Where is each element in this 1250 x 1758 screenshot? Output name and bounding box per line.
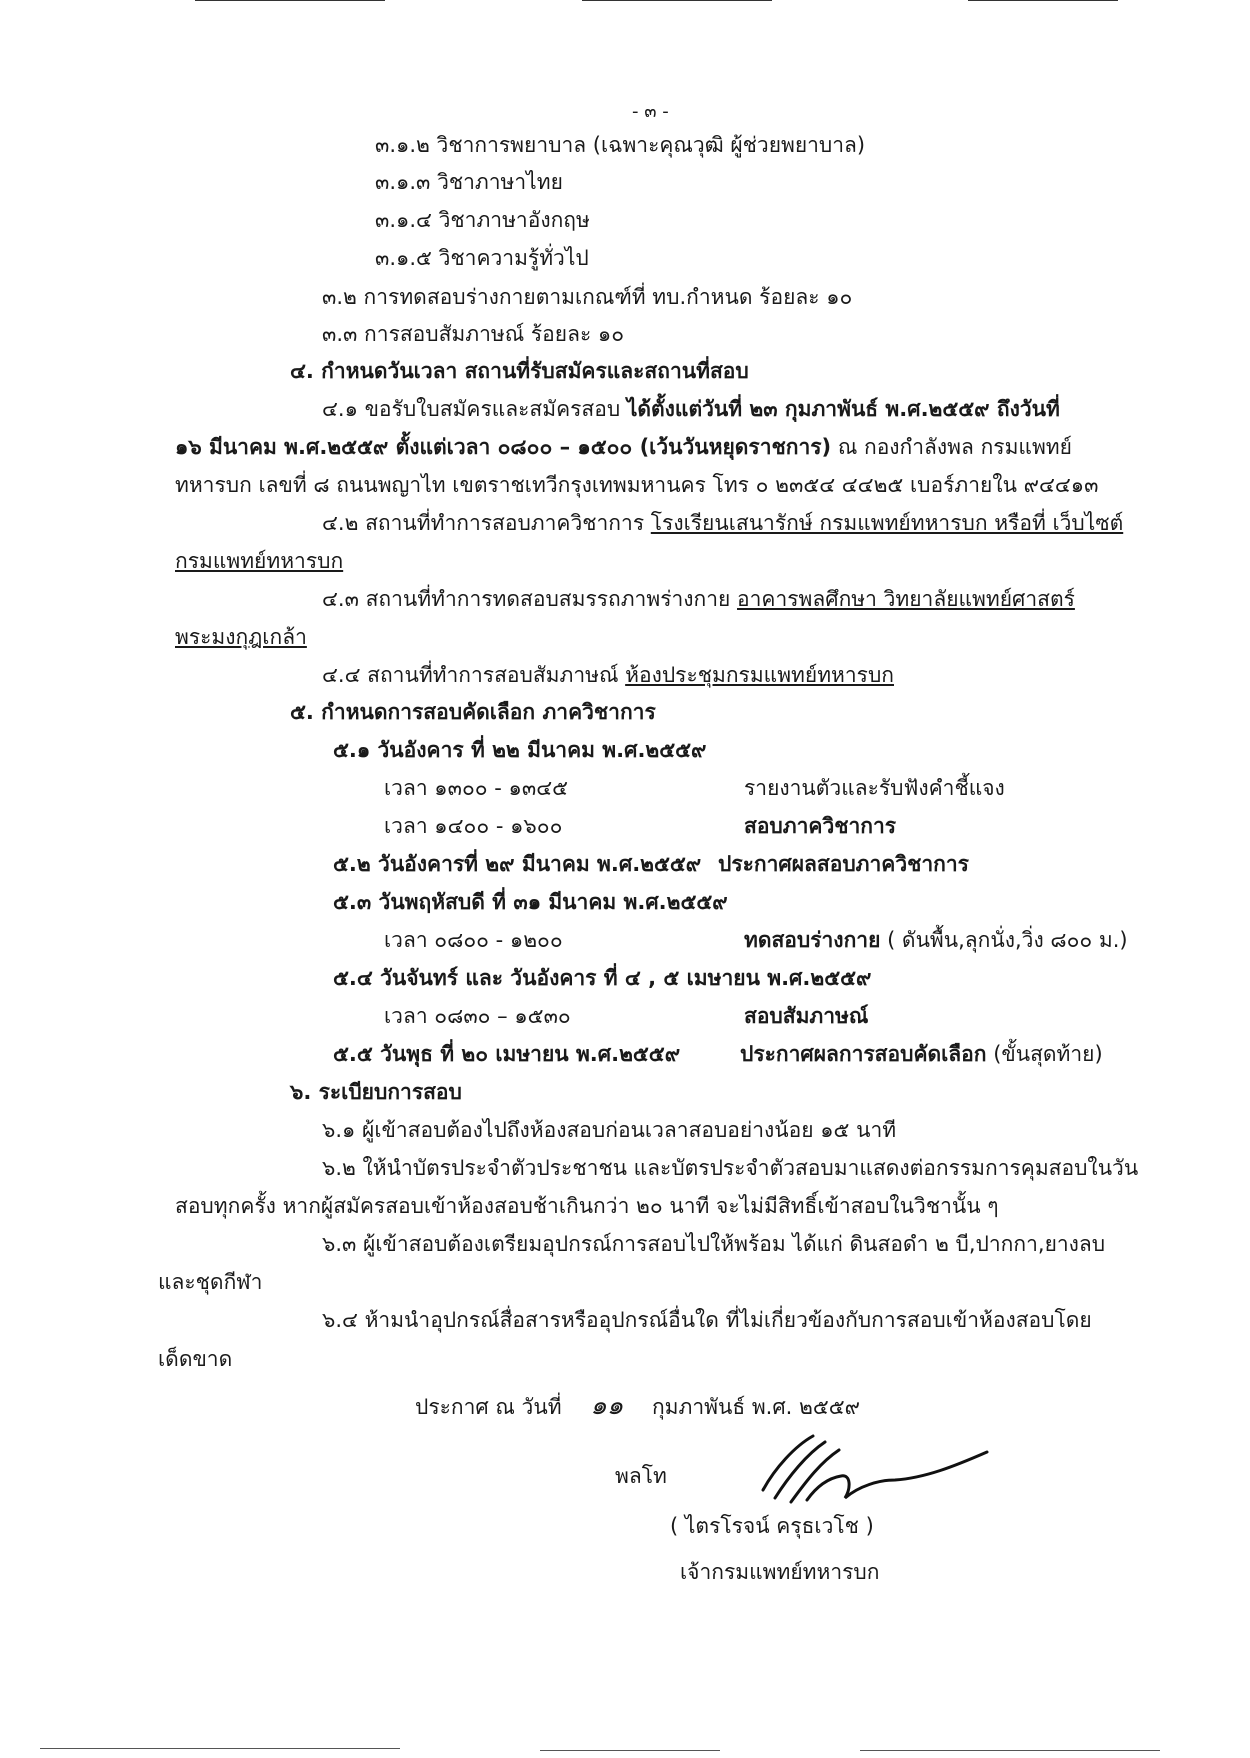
schedule-date: ๕.๑ วันอังคาร ที่ ๒๒ มีนาคม พ.ศ.๒๕๕๙ [333, 738, 707, 762]
text: ณ กองกำลังพล กรมแพทย์ [831, 435, 1072, 459]
section-heading: ๖. ระเบียบการสอบ [290, 1080, 462, 1104]
rule-item: ๖.๓ ผู้เข้าสอบต้องเตรียมอุปกรณ์การสอบไปให้พร้อม ได้แก่ ดินสอดำ ๒ บี,ปากกา,ยางลบ [322, 1232, 1106, 1256]
signer-name: ( ไตรโรจน์ ครุธเวโช ) [670, 1514, 874, 1538]
section-heading: ๔. กำหนดวันเวลา สถานที่รับสมัครและสถานที่สอบ [290, 359, 749, 383]
text: (ขั้นสุดท้าย) [986, 1042, 1103, 1066]
scan-mark [195, 0, 385, 1]
paragraph-4-4 [322, 661, 894, 689]
signature-image [755, 1428, 995, 1518]
scan-mark [582, 0, 772, 1]
text: ประกาศผลการสอบคัดเลือก [740, 1042, 987, 1066]
text: ๔.๑ ขอรับใบสมัครและสมัครสอบ [322, 397, 627, 421]
physical-test-item: ๓.๒ การทดสอบร่างกายตามเกณฑ์ที่ ทบ.กำหนด ร้อยละ ๑๐ [322, 285, 853, 309]
signer-position: เจ้ากรมแพทย์ทหารบก [680, 1560, 880, 1584]
interview-venue: ห้องประชุมกรมแพทย์ทหารบก [625, 663, 894, 687]
text: ๑๖ มีนาคม พ.ศ.๒๕๕๙ ตั้งแต่เวลา ๐๘๐๐ – ๑๕๐๐ (เว้นวันหยุดราชการ) [175, 435, 832, 459]
schedule-time: เวลา ๐๘๓๐ – ๑๕๓๐ [384, 1004, 571, 1028]
schedule-activity: สอบสัมภาษณ์ [744, 1004, 869, 1028]
schedule-activity: สอบภาควิชาการ [744, 814, 897, 838]
signer-rank: พลโท [615, 1464, 667, 1488]
scan-mark [860, 1750, 1160, 1751]
subject-item: ๓.๑.๒ วิชาการพยาบาล (เฉพาะคุณวุฒิ ผู้ช่วยพยาบาล) [375, 133, 866, 157]
schedule-date: ๕.๕ วันพุธ ที่ ๒๐ เมษายน พ.ศ.๒๕๕๙ [333, 1042, 681, 1066]
section-heading: ๕. กำหนดการสอบคัดเลือก ภาควิชาการ [290, 700, 656, 724]
text: ๔.๓ สถานที่ทำการทดสอบสมรรถภาพร่างกาย [322, 587, 738, 611]
text: ได้ตั้งแต่วันที่ ๒๓ กุมภาพันธ์ พ.ศ.๒๕๕๙ ถึงวันที่ [626, 397, 1060, 421]
schedule-activity: รายงานตัวและรับฟังคำชี้แจง [744, 776, 1005, 800]
announcement-date [415, 1392, 860, 1421]
text: ๔.๒ สถานที่ทำการสอบภาควิชาการ [322, 511, 651, 535]
schedule-date: ๕.๒ วันอังคารที่ ๒๙ มีนาคม พ.ศ.๒๕๕๙ [333, 852, 702, 876]
paragraph-4-1 [322, 395, 1060, 423]
text: ทดสอบร่างกาย [744, 928, 881, 952]
scan-mark [40, 1748, 400, 1749]
rule-item: ๖.๑ ผู้เข้าสอบต้องไปถึงห้องสอบก่อนเวลาสอบอย่างน้อย ๑๕ นาที [322, 1118, 897, 1142]
scan-mark [968, 0, 1118, 1]
interview-item: ๓.๓ การสอบสัมภาษณ์ ร้อยละ ๑๐ [322, 322, 625, 346]
schedule-time: เวลา ๐๘๐๐ - ๑๒๐๐ [384, 928, 563, 952]
schedule-activity: ประกาศผลสอบภาควิชาการ [718, 852, 969, 876]
fitness-venue: อาคารพลศึกษา วิทยาลัยแพทย์ศาสตร์ [737, 587, 1075, 611]
rule-item: ๖.๒ ให้นำบัตรประจำตัวประชาชน และบัตรประจำตัวสอบมาแสดงต่อกรรมการคุมสอบในวัน [322, 1156, 1139, 1180]
exam-venue-cont: กรมแพทย์ทหารบก [175, 549, 344, 573]
handwritten-day: ๑๑ [590, 1391, 624, 1421]
text: ประกาศ ณ วันที่ [415, 1395, 562, 1419]
schedule-time: เวลา ๑๓๐๐ - ๑๓๔๕ [384, 776, 569, 800]
rule-item-cont: สอบทุกครั้ง หากผู้สมัครสอบเข้าห้องสอบช้าเกินกว่า ๒๐ นาที จะไม่มีสิทธิ์เข้าสอบในวิชานั้น ๆ [175, 1194, 999, 1218]
rule-item-cont: เด็ดขาด [158, 1347, 233, 1371]
rule-item: ๖.๔ ห้ามนำอุปกรณ์สื่อสารหรืออุปกรณ์อื่นใด ที่ไม่เกี่ยวข้องกับการสอบเข้าห้องสอบโดย [322, 1308, 1092, 1332]
scan-mark [540, 1750, 720, 1751]
exam-venue: โรงเรียนเสนารักษ์ กรมแพทย์ทหารบก หรือที่ เว็บไซต์ [650, 511, 1124, 535]
text: ( ดันพื้น,ลุกนั่ง,วิ่ง ๘๐๐ ม.) [880, 928, 1128, 952]
subject-item: ๓.๑.๕ วิชาความรู้ทั่วไป [375, 246, 589, 270]
subject-item: ๓.๑.๓ วิชาภาษาไทย [375, 170, 563, 194]
text: ๔.๔ สถานที่ทำการสอบสัมภาษณ์ [322, 663, 626, 687]
schedule-date: ๕.๓ วันพฤหัสบดี ที่ ๓๑ มีนาคม พ.ศ.๒๕๕๙ [333, 890, 728, 914]
paragraph-4-1-cont [175, 433, 1072, 461]
page-number: - ๓ - [632, 101, 669, 122]
paragraph-4-2 [322, 509, 1123, 537]
paragraph-4-1-cont: ทหารบก เลขที่ ๘ ถนนพญาไท เขตราชเทวีกรุงเทพมหานคร โทร ๐ ๒๓๕๔ ๔๔๒๕ เบอร์ภายใน ๙๔๔๑๓ [175, 473, 1099, 497]
fitness-venue-cont: พระมงกุฎเกล้า [175, 625, 307, 649]
paragraph-4-3 [322, 585, 1075, 613]
schedule-date: ๕.๔ วันจันทร์ และ วันอังคาร ที่ ๔ , ๕ เมษายน พ.ศ.๒๕๕๙ [333, 966, 872, 990]
text: กุมภาพันธ์ พ.ศ. ๒๕๕๙ [651, 1395, 861, 1419]
rule-item-cont: และชุดกีฬา [158, 1270, 263, 1294]
schedule-activity [740, 1040, 1103, 1068]
schedule-activity [744, 926, 1128, 954]
schedule-time: เวลา ๑๔๐๐ - ๑๖๐๐ [384, 814, 563, 838]
subject-item: ๓.๑.๔ วิชาภาษาอังกฤษ [375, 208, 590, 232]
